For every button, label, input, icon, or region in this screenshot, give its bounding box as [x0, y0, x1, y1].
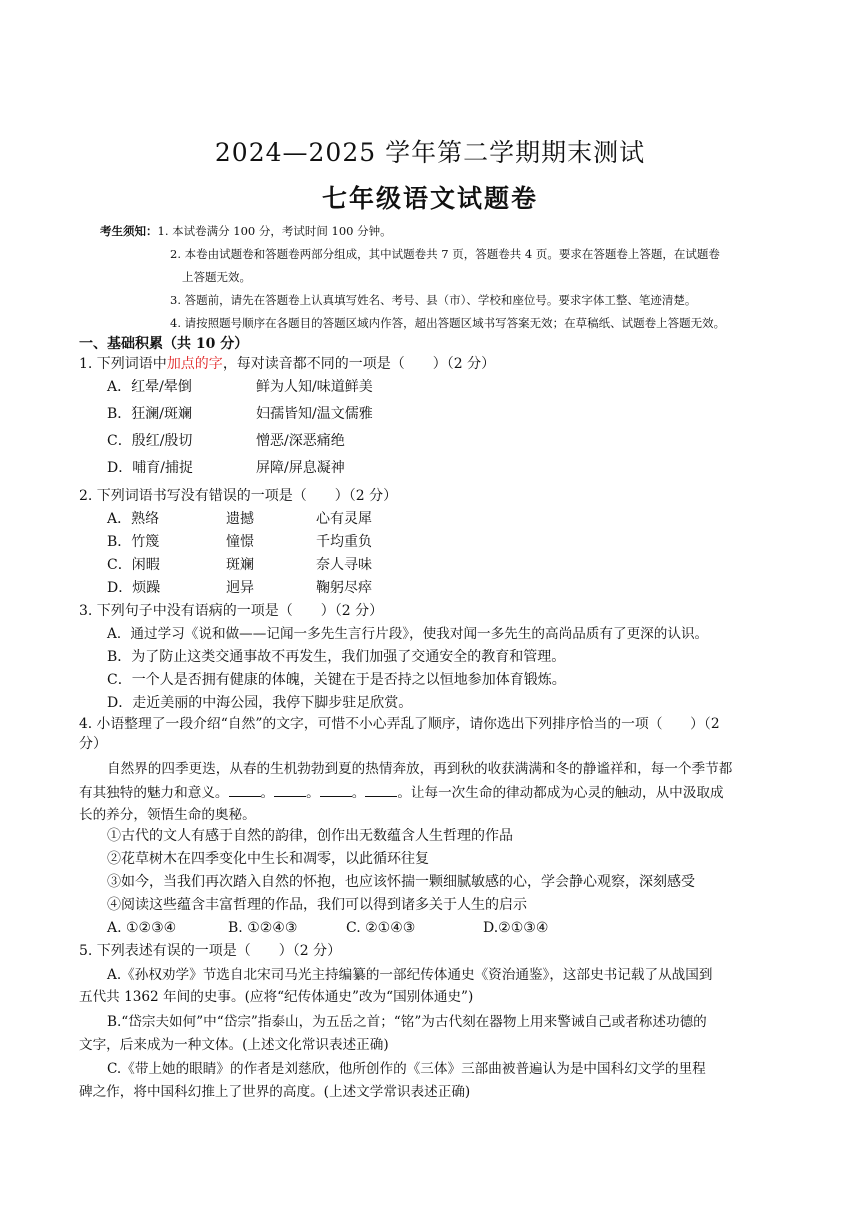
question-1-stem: [79, 354, 495, 374]
q5-option-a-line-1: A.《孙权劝学》节选自北宋司马光主持编纂的一部纪传体通史《资治通鉴》，这部史书记载了从战国到: [107, 967, 713, 983]
q4-item-2: ②花草树木在四季变化中生长和凋零，以此循环往复: [107, 851, 429, 867]
q4-item-1: ①古代的文人有感于自然的韵律，创作出无数蕴含人生哲理的作品: [107, 828, 513, 844]
q5-option-c-line-2: 碑之作，将中国科幻推上了世界的高度。(上述文学常识表述正确): [79, 1084, 471, 1100]
q4-choice-c: C. ②①④③: [346, 920, 416, 936]
q2-option-b-2: 憧憬: [226, 534, 254, 550]
q3-option-a: A．通过学习《说和做——记闻一多先生言行片段》，使我对闻一多先生的高尚品质有了更深的认识。: [107, 626, 709, 642]
q1-option-d: D．哺育/捕捉: [107, 460, 193, 476]
q5-option-b-line-1: B.“岱宗夫如何”中“岱宗”指泰山，为五岳之首；“铭”为古代刻在器物上用来警诫自己或者称述功德的: [107, 1014, 707, 1030]
notice-item-2-cont: 上答题无效。: [182, 270, 251, 284]
q4-para-text: 有其独特的魅力和意义。: [79, 785, 229, 801]
q4-blank-3: [320, 782, 352, 797]
q4-choice-b: B. ①②④③: [228, 920, 298, 936]
q4-choice-a: A. ①②③④: [107, 920, 177, 936]
q4-choice-d: D.②①③④: [483, 920, 549, 936]
q1-option-b: B．狂澜/斑斓: [107, 406, 193, 422]
q2-option-c-1: C．闲暇: [107, 557, 160, 573]
q5-option-b-line-2: 文字，后来成为一种文体。(上述文化常识表述正确): [79, 1037, 389, 1053]
q4-paragraph-line-1: 自然界的四季更迭，从春的生机勃勃到夏的热情奔放，再到秋的收获满满和冬的静谧祥和，每一个季节都: [107, 761, 733, 777]
q4-para-tail: 。让每一次生命的律动都成为心灵的触动，从中汲取成: [397, 785, 724, 801]
exam-notice: [100, 220, 790, 335]
notice-item-2: 2. 本卷由试题卷和答题卷两部分组成，其中试题卷共 7 页，答题卷共 4 页。要求在答题卷上答题，在试题卷: [170, 247, 720, 261]
q2-option-c-3: 奈人寻味: [316, 557, 372, 573]
question-5-stem: 5. 下列表述有误的一项是（ ）（2 分）: [79, 943, 342, 959]
q4-item-4: ④阅读这些蕴含丰富哲理的作品，我们可以得到诸多关于人生的启示: [107, 897, 527, 913]
q4-para-sep-1: 。: [260, 785, 275, 801]
question-2-stem: 2. 下列词语书写没有错误的一项是（ ）（2 分）: [79, 488, 398, 504]
q1-stem-tail: ，每对读音都不同的一项是（ ）（2 分）: [222, 356, 496, 372]
q4-blank-1: [229, 782, 261, 797]
q1-option-d-right: 屏障/屏息凝神: [256, 460, 345, 476]
q2-option-a-2: 遗撼: [226, 511, 254, 527]
q1-option-c: C．殷红/殷切: [107, 433, 193, 449]
notice-label: 考生须知：: [100, 224, 158, 238]
q3-option-b: B．为了防止这类交通事故不再发生，我们加强了交通安全的教育和管理。: [107, 649, 566, 665]
q1-option-a-right: 鲜为人知/味道鲜美: [256, 379, 373, 395]
q2-option-c-2: 斑斓: [226, 557, 254, 573]
notice-item-4: 4. 请按照题号顺序在各题目的答题区域内作答，超出答题区域书写答案无效；在草稿纸、试题卷上答题无效。: [170, 316, 726, 330]
q2-option-d-2: 迥异: [226, 580, 254, 596]
question-3-stem: 3. 下列句子中没有语病的一项是（ ）（2 分）: [79, 603, 384, 619]
q5-option-a-line-2: 五代共 1362 年间的史事。(应将“纪传体通史”改为“国别体通史”): [79, 989, 474, 1005]
q2-option-a-1: A．熟络: [107, 511, 160, 527]
q1-option-b-right: 妇孺皆知/温文儒雅: [256, 406, 373, 422]
q4-item-3: ③如今，当我们再次踏入自然的怀抱，也应该怀揣一颗细腻敏感的心，学会静心观察，深刻感受: [107, 874, 695, 890]
q4-blank-2: [274, 782, 306, 797]
q2-option-d-3: 鞠躬尽瘁: [316, 580, 372, 596]
q4-para-sep-3: 。: [351, 785, 366, 801]
q2-option-b-1: B．竹篾: [107, 534, 160, 550]
q3-option-d: D．走近美丽的中海公园，我停下脚步驻足欣赏。: [107, 695, 413, 711]
q4-blank-4: [365, 782, 397, 797]
q1-option-a: A．红晕/晕倒: [107, 379, 192, 395]
q4-para-sep-2: 。: [306, 785, 320, 801]
q1-stem-part: 1. 下列词语中: [79, 356, 167, 372]
q2-option-d-1: D．烦躁: [107, 580, 161, 596]
exam-subtitle: 七年级语文试题卷: [321, 184, 538, 213]
exam-title: 2024—2025 学年第二学期期末测试: [214, 138, 646, 167]
question-4-stem: 4. 小语整理了一段介绍“自然”的文字，可惜不小心弄乱了顺序，请你选出下列排序恰当的一项（ ）（2: [79, 716, 720, 732]
q4-paragraph-line-3: 长的养分，领悟生命的奥秘。: [79, 807, 256, 823]
question-4-stem-cont: 分）: [79, 736, 107, 752]
q2-option-a-3: 心有灵犀: [316, 511, 372, 527]
q5-option-c-line-1: C.《带上她的眼睛》的作者是刘慈欣，他所创作的《三体》三部曲被普遍认为是中国科幻文学的里程: [107, 1061, 706, 1077]
notice-item-3: 3. 答题前，请先在答题卷上认真填写姓名、考号、县（市）、学校和座位号。要求字体工整、笔迹清楚。: [170, 293, 697, 307]
section-title: 一、基础积累（共 10 分）: [79, 336, 249, 352]
notice-item-1: 1. 本试卷满分 100 分，考试时间 100 分钟。: [157, 224, 392, 238]
q1-option-c-right: 憎恶/深恶痛绝: [256, 433, 345, 449]
q4-paragraph-line-2: [79, 782, 724, 803]
q2-option-b-3: 千均重负: [316, 534, 372, 550]
q3-option-c: C．一个人是否拥有健康的体魄，关键在于是否持之以恒地参加体育锻炼。: [107, 672, 566, 688]
q1-highlight: 加点的字: [166, 356, 223, 372]
